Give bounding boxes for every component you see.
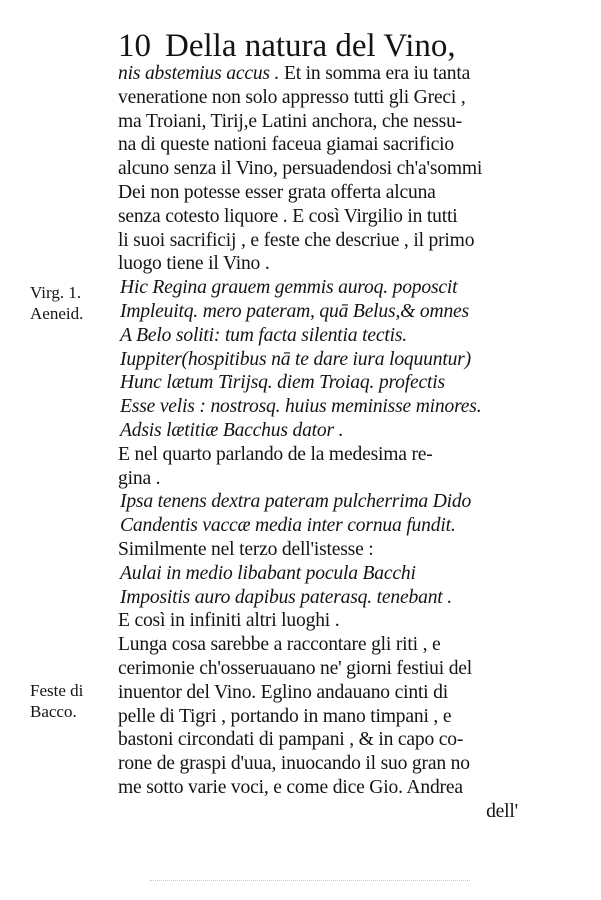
page-number: 10 (118, 28, 151, 64)
verse-line: Aulai in medio libabant pocula Bacchi (120, 562, 416, 584)
prose-line: E così in infiniti altri luoghi . (118, 610, 340, 632)
catchword: dell' (486, 800, 518, 822)
prose-fragment: Et in somma era iu tanta (279, 63, 471, 84)
prose-line: senza cotesto liquore . E così Virgilio in tutti (118, 205, 458, 227)
margin-note-virgil (30, 282, 83, 324)
margin-note-line: Virg. 1. (30, 283, 82, 302)
prose-line: ma Troiani, Tirij,e Latini anchora, che nessu- (118, 110, 462, 132)
page-header (118, 26, 456, 66)
prose-line: luogo tiene il Vino . (118, 253, 270, 275)
verse-line: A Belo soliti: tum facta silentia tectis. (120, 324, 407, 346)
prose-line: E nel quarto parlando de la medesima re- (118, 443, 433, 465)
verse-line: Impleuitq. mero pateram, quā Belus,& omnes (120, 300, 469, 322)
prose-line: veneratione non solo appresso tutti gli Greci , (118, 86, 466, 108)
margin-note-line: Bacco. (30, 702, 77, 721)
prose-line: Lunga cosa sarebbe a raccontare gli riti , e (118, 634, 441, 656)
prose-line: li suoi sacrificij , e feste che descriue , il primo (118, 229, 475, 251)
prose-line: gina . (118, 467, 161, 489)
prose-line: bastoni circondati di pampani , & in capo co- (118, 729, 464, 751)
prose-line: Similmente nel terzo dell'istesse : (118, 538, 374, 560)
italic-fragment: nis abstemius accus . (118, 63, 280, 84)
verse-line: Iuppiter(hospitibus nā te dare iura loquuntur) (120, 348, 471, 370)
prose-line: pelle di Tigri , portando in mano timpani , e (118, 705, 452, 727)
prose-line: Dei non potesse esser grata offerta alcuna (118, 181, 436, 203)
verse-line: Hic Regina grauem gemmis auroq. poposcit (120, 277, 458, 299)
verse-line: Ipsa tenens dextra pateram pulcherrima Dido (120, 491, 472, 513)
prose-line: me sotto varie voci, e come dice Gio. Andrea (118, 776, 463, 798)
prose-line (118, 62, 558, 86)
margin-note-line: Aeneid. (30, 304, 84, 323)
verse-line: Impositis auro dapibus paterasq. tenebant . (120, 586, 452, 608)
margin-note-feste (30, 680, 83, 722)
body-text (118, 62, 558, 824)
running-title: Della natura del Vino, (165, 28, 456, 64)
prose-line: alcuno senza il Vino, persuadendosi ch'a'sommi (118, 158, 483, 180)
prose-line: cerimonie ch'osseruauano ne' giorni festiui del (118, 657, 473, 679)
prose-line: inuentor del Vino. Eglino andauano cinti di (118, 681, 448, 703)
verse-line: Candentis vaccæ media inter cornua fundit. (120, 515, 456, 537)
verse-line: Adsis lætitiæ Bacchus dator . (120, 419, 344, 441)
verse-line: Esse velis : nostrosq. huius meminisse minores. (120, 396, 482, 418)
bottom-rule (150, 880, 470, 881)
prose-line: rone de graspi d'uua, inuocando il suo gran no (118, 753, 470, 775)
verse-line: Hunc lætum Tirijsq. diem Troiaq. profectis (120, 372, 445, 394)
prose-line: na di queste nationi faceua giamai sacrificio (118, 134, 454, 156)
margin-note-line: Feste di (30, 681, 84, 700)
